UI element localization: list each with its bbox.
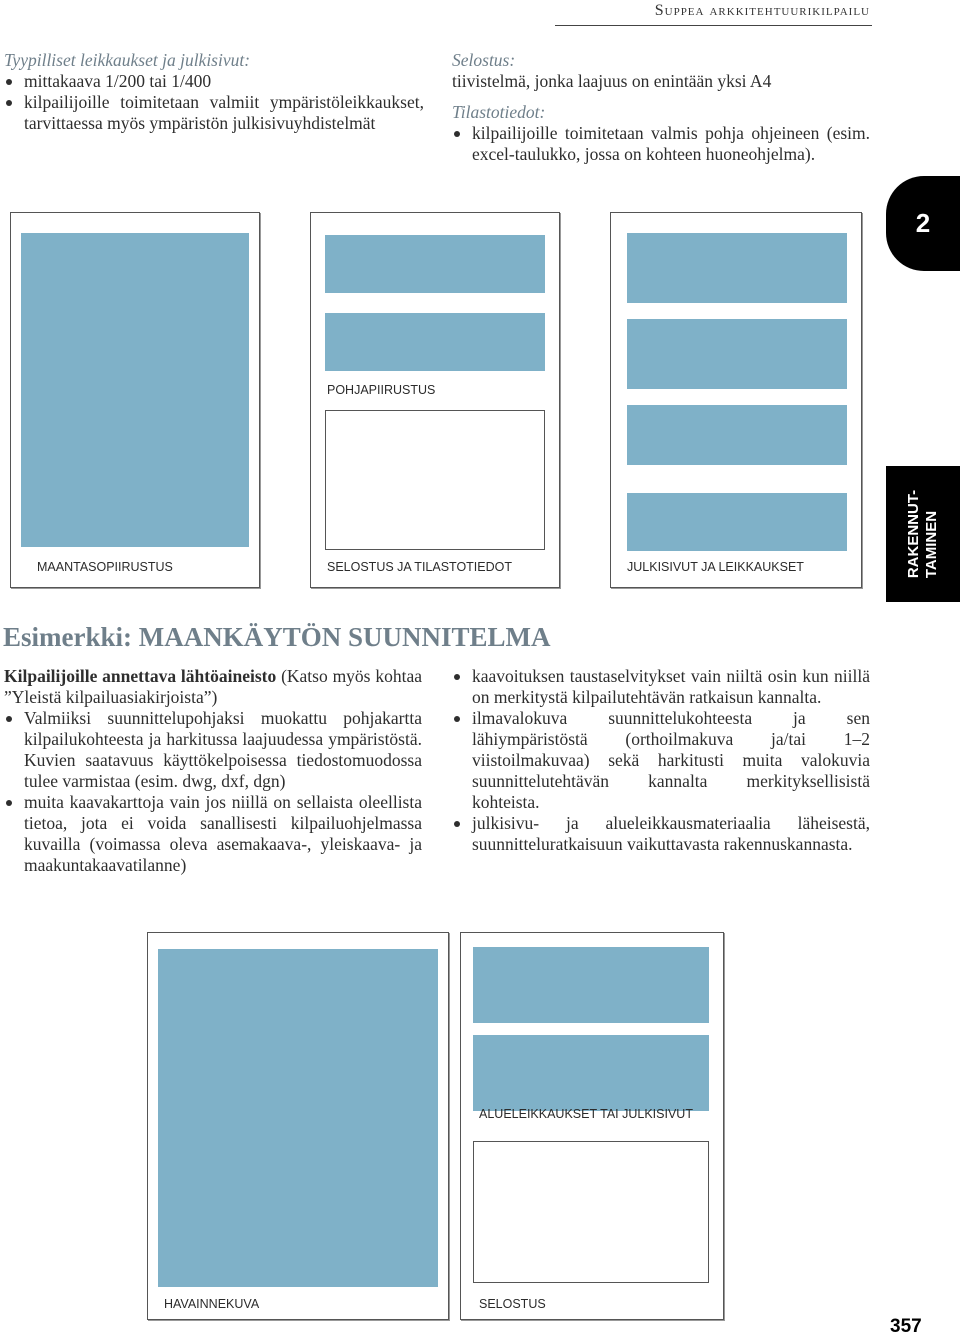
list-item: mittakaava 1/200 tai 1/400: [4, 71, 424, 92]
chapter-number-tab: 2: [886, 176, 960, 271]
list-item: julkisivu- ja alueleikkausmateriaalia läheisestä, suunnitteluratkaisuun vaikuttavasta rakennuskannasta.: [452, 813, 870, 855]
chapter-title-tab: [886, 466, 960, 602]
page-number: 357: [890, 1316, 922, 1337]
text-box: [473, 1141, 709, 1283]
sheet-pohjapiirustus: [310, 212, 560, 588]
list-item: muita kaavakarttoja vain jos niillä on sellaista oleellista tietoa, jota ei voida sanallisesti kilpailuohjelmassa kuvailla (voimassa oleva asemakaava-, yleiskaava- ja maakuntakaavatilanne): [4, 792, 422, 876]
drawing-panel: [21, 233, 249, 547]
header-rule: [555, 25, 872, 26]
list-item: kilpailijoille toimitetaan valmis pohja ohjeineen (esim. excel-taulukko, jossa on kohteen huoneohjelma).: [452, 123, 870, 165]
intro-bold: Kilpailijoille annettava lähtöaineisto: [4, 666, 277, 686]
selostus-text: tiivistelmä, jonka laajuus on enintään yksi A4: [452, 71, 772, 91]
tilasto-list: [452, 123, 870, 165]
sheet-label: ALUELEIKKAUKSET TAI JULKISIVUT: [479, 1107, 693, 1121]
sheet-maantasopiirustus: [10, 212, 260, 588]
sheet-alueleikkaukset: [460, 932, 724, 1320]
list-item: kaavoituksen taustaselvitykset vain niiltä osin kun niillä on merkitystä kilpailutehtävän ratkaisun kannalta.: [452, 666, 870, 708]
chapter-title-line1: RAKENNUT-: [905, 489, 922, 579]
drawing-panel: [627, 405, 847, 465]
intro-rest: (Katso myös kohtaa ”Yleistä kilpailuasiakirjoista”): [4, 666, 422, 707]
list-item: Valmiiksi suunnittelupohjaksi muokattu pohjakartta kilpailukohteesta ja harkitussa laajuudessa ympäristöstä. Kuvien saatavuus käyttökelpoisessa tiedostomuodossa tulee varmistaa (esim. dwg, dxf, dgn): [4, 708, 422, 792]
drawing-panel: [325, 313, 545, 371]
top-right-text: [452, 50, 870, 165]
drawing-panel: [473, 1035, 709, 1111]
drawing-panel: [627, 493, 847, 551]
list-item: ilmavalokuva suunnittelukohteesta ja sen lähiympäristöstä (orthoilmakuva ja/tai 1–2 viistoilmakuvaa) sekä harkitusti muita valokuvia suunnittelutehtävän kannalta merkityksellisistä kohteista.: [452, 708, 870, 813]
sheet-label: SELOSTUS: [479, 1297, 546, 1311]
example-right-column: [452, 666, 870, 855]
example-left-list: [4, 708, 422, 876]
sheet-label: POHJAPIIRUSTUS: [327, 383, 436, 397]
text-box: [325, 410, 545, 550]
drawing-panel: [325, 235, 545, 293]
leikkaukset-list: [4, 71, 424, 134]
sheet-label: SELOSTUS JA TILASTOTIEDOT: [327, 560, 513, 574]
example-left-column: [4, 666, 422, 876]
selostus-heading: Selostus:: [452, 50, 516, 70]
sheet-julkisivut: [610, 212, 862, 588]
drawing-panel: [627, 233, 847, 303]
drawing-panel: [627, 319, 847, 389]
sheet-label: MAANTASOPIIRUSTUS: [37, 560, 173, 574]
leikkaukset-heading: Tyypilliset leikkaukset ja julkisivut:: [4, 50, 251, 70]
running-header: Suppea arkkitehtuurikilpailu: [654, 2, 870, 19]
chapter-title-line2: TAMINEN: [923, 510, 940, 579]
drawing-panel: [473, 947, 709, 1023]
sheet-label: HAVAINNEKUVA: [164, 1297, 260, 1311]
example-right-list: [452, 666, 870, 855]
example-heading: Esimerkki: MAANKÄYTÖN SUUNNITELMA: [3, 622, 551, 652]
sheet-label: JULKISIVUT JA LEIKKAUKSET: [627, 560, 804, 574]
list-item: kilpailijoille toimitetaan valmiit ympäristöleikkaukset, tarvittaessa myös ympäristön julkisivuyhdistelmät: [4, 92, 424, 134]
intro-paragraph: [4, 666, 422, 708]
top-left-text: [4, 50, 424, 134]
sheet-havainnekuva: [147, 932, 449, 1320]
drawing-panel: [158, 949, 438, 1287]
tilasto-heading: Tilastotiedot:: [452, 102, 546, 122]
